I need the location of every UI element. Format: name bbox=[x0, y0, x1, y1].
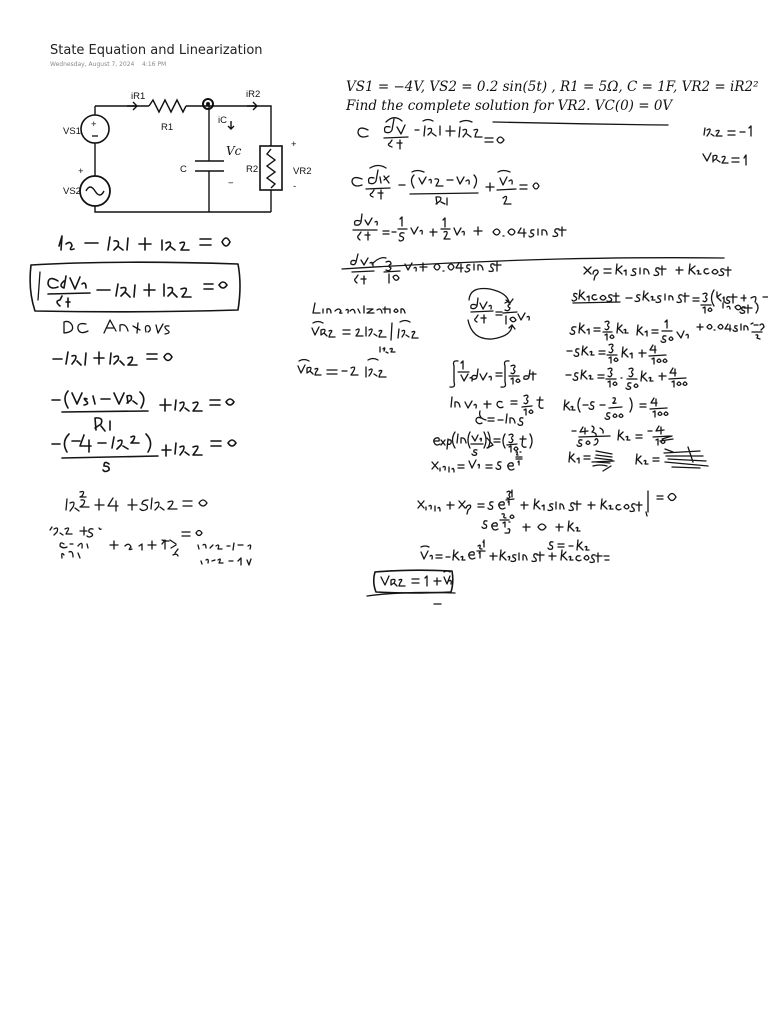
ink-right-1 bbox=[704, 126, 751, 136]
ink-left-4 bbox=[52, 391, 234, 431]
left-handwriting bbox=[30, 236, 251, 565]
ink-right-3 bbox=[352, 166, 539, 206]
ir2-label: iR2 bbox=[246, 89, 261, 100]
ink-right-22 bbox=[569, 447, 708, 471]
r2-label: R2 bbox=[246, 164, 259, 175]
vr2-plus: + bbox=[291, 139, 297, 150]
page-title: State Equation and Linearization bbox=[50, 43, 263, 58]
problem-given: VS1 = −4V, VS2 = 0.2 sin(5t) , R1 = 5Ω, C = 1F, VR2 = iR2² bbox=[346, 79, 759, 95]
node-dot-icon bbox=[203, 99, 213, 109]
ink-right-13 bbox=[567, 344, 667, 364]
c-label: C bbox=[180, 164, 187, 175]
ic-label: iC bbox=[218, 115, 227, 126]
ink-right-6 bbox=[584, 264, 731, 280]
ink-right-12 bbox=[570, 320, 688, 342]
problem-task: Find the complete solution for VR2. VC(0) = 0V bbox=[346, 98, 673, 114]
ink-right-24 bbox=[482, 514, 580, 533]
r1-label: R1 bbox=[161, 122, 174, 133]
ink-right-25 bbox=[548, 540, 589, 550]
ink-left-2 bbox=[64, 320, 169, 334]
ink-left-5 bbox=[52, 434, 236, 472]
page-time: 4:16 PM bbox=[142, 61, 167, 68]
ir1-label: iR1 bbox=[131, 91, 146, 102]
capacitor-icon bbox=[195, 161, 224, 171]
ink-right-8 bbox=[312, 321, 418, 354]
ink-right-21 bbox=[572, 426, 673, 446]
ink-right-5 bbox=[342, 254, 724, 284]
ink-right-14 bbox=[566, 368, 687, 389]
vs2-plus: + bbox=[78, 166, 84, 177]
page-date: Wednesday, August 7, 2024 bbox=[50, 61, 135, 68]
task-underline bbox=[493, 122, 668, 125]
ink-right-0 bbox=[358, 118, 504, 149]
ink-right-2 bbox=[703, 153, 746, 165]
vs2-label: VS2 bbox=[63, 186, 81, 197]
vr2-minus: - bbox=[293, 181, 297, 192]
dc-source-icon bbox=[81, 115, 109, 143]
variable-resistor-icon bbox=[260, 146, 282, 190]
cap-minus: − bbox=[228, 178, 234, 189]
ink-left-1 bbox=[30, 262, 240, 312]
ink-right-4 bbox=[353, 214, 566, 241]
vc-label: Vc bbox=[226, 144, 242, 158]
svg-text:+: + bbox=[91, 119, 97, 130]
ink-left-0 bbox=[59, 236, 230, 250]
vr2-label: VR2 bbox=[293, 166, 312, 177]
ink-right-27 bbox=[367, 570, 455, 604]
ac-source-icon bbox=[80, 176, 110, 206]
resistor-icon bbox=[149, 100, 186, 112]
vs1-label: VS1 bbox=[63, 126, 81, 137]
ink-right-23 bbox=[418, 490, 676, 516]
ink-right-17 bbox=[476, 411, 523, 425]
ink-right-20 bbox=[564, 398, 668, 420]
ink-left-6 bbox=[66, 492, 207, 512]
ink-right-10 bbox=[468, 288, 529, 339]
ink-right-16 bbox=[451, 395, 543, 415]
ink-left-7 bbox=[50, 527, 251, 565]
ink-right-7 bbox=[313, 303, 405, 313]
circuit-diagram bbox=[63, 89, 311, 212]
ink-right-9 bbox=[298, 359, 386, 378]
ink-right-15 bbox=[450, 361, 536, 387]
ink-left-3 bbox=[53, 352, 172, 365]
right-handwriting bbox=[298, 118, 768, 604]
